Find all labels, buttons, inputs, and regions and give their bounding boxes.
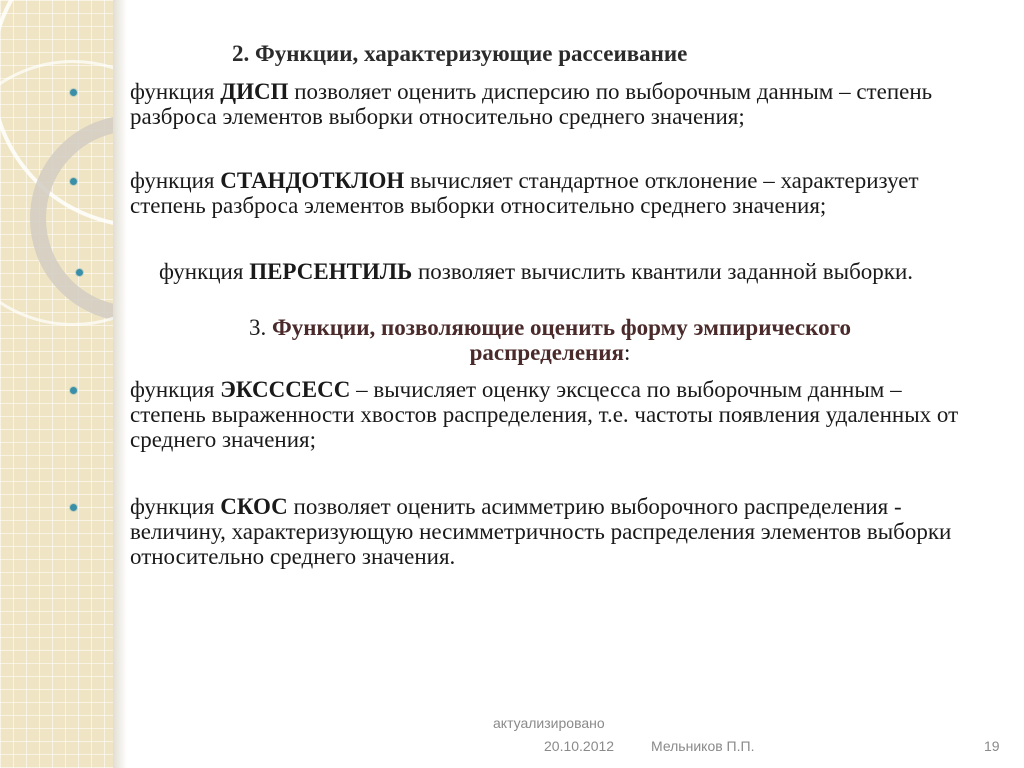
item-prefix: функция [130,79,221,104]
item-prefix: функция [130,168,221,193]
bullet-icon [70,89,77,96]
bullet-icon [70,387,77,394]
function-name: СКОС [220,494,288,519]
function-name: ПЕРСЕНТИЛЬ [249,259,413,284]
item-prefix: функция [130,377,221,402]
slide-content [60,0,980,768]
list-item [130,494,980,569]
list-item [130,168,980,218]
list-item [130,377,980,452]
item-text: позволяет вычислить квантили заданной выборки. [412,259,914,284]
slide-heading: 2. Функции, характеризующие рассеивание [232,41,688,66]
function-name: ДИСП [220,79,289,104]
item-text: позволяет оценить дисперсию по выборочным данным – степень разброса элементов выборки относительно среднего значения; [130,79,933,129]
item-text: – вычисляет оценку эксцесса по выборочным данным – степень выраженности хвостов распределения, т.е. частоты появления удаленных от среднего значения; [130,377,959,452]
footer-author: Мельников П.П. [651,738,755,754]
item-text: позволяет оценить асимметрию выборочного распределения - величину, характеризующую несимметричность распределения элементов выборки относительно среднего значения. [130,494,952,569]
function-name: СТАНДОТКЛОН [220,168,405,193]
item-text: вычисляет стандартное отклонение – характеризует степень разброса элементов выборки относительно среднего значения; [130,168,919,218]
bullet-icon [70,178,77,185]
list-item [136,259,936,284]
item-prefix: функция [158,259,250,284]
item-prefix: функция [130,494,221,519]
section-title: Функции, позволяющие оценить форму эмпирического распределения [272,315,851,365]
list-item [130,79,980,129]
function-name: ЭКСССЕСС [220,377,351,402]
section-number: 3. [249,315,273,340]
bullet-icon [76,269,83,276]
section-heading [170,315,930,365]
section-suffix: : [623,340,631,365]
page-number: 19 [984,738,1000,754]
footer-updated-label: актуализировано [493,715,605,731]
bullet-icon [70,504,77,511]
footer-date: 20.10.2012 [544,738,615,754]
